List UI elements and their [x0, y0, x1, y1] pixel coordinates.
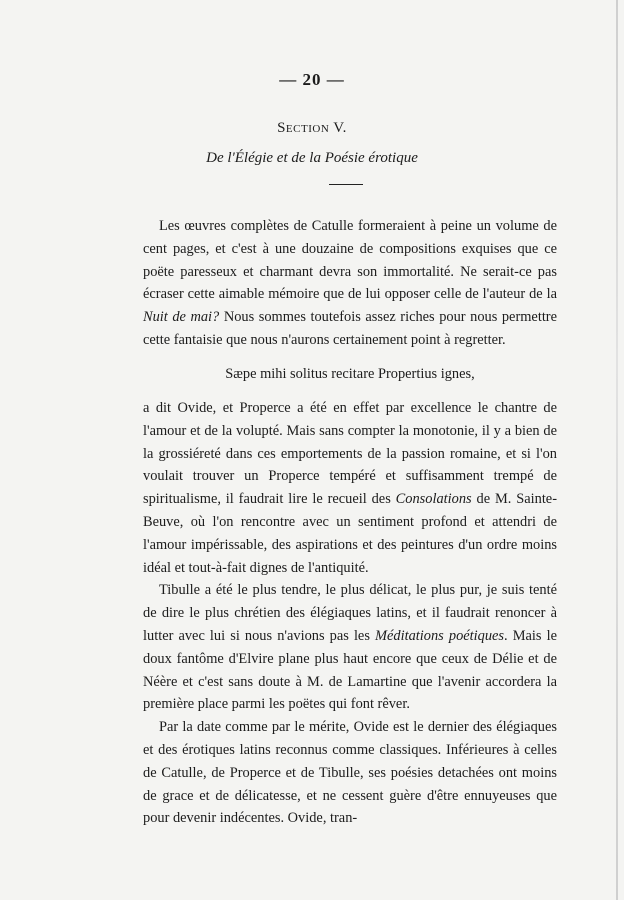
- paragraph-4: Par la date comme par le mérite, Ovide est le dernier des élégiaques et des érotiques latins reconnus comme classiques. Inférieures à celles de Catulle, de Properce et de Tibulle, ses poésies detachées ont moins de grace et de délicatesse, et ne cessent guère d'être ennuyeuses que pour devenir indécentes. Ovide, tran-: [143, 719, 557, 827]
- paragraph-2: [143, 397, 557, 579]
- paragraph-1-text: Les œuvres complètes de Catulle formeraient à peine un volume de cent pages, et c'est à une douzaine de compositions exquises que ce poëte paresseux et charmant devra son immortalité. Ne serait-ce pas écraser cette aimable mémoire que de lui opposer celle de l'auteur de la: [143, 218, 557, 303]
- paragraph-3: [143, 579, 557, 716]
- page-number: — 20 —: [279, 70, 345, 89]
- paragraph-1-italic: Nuit de mai?: [143, 309, 220, 326]
- paragraph-2-text-before: a dit Ovide, et Properce a été en effet par excellence le chantre de l'amour et de la volupté. Mais sans compter la monotonie, il y a bien de la grossiéreté dans ces emportements de la passion romaine, et si l'on voulait trouver un Properce tempéré et suffisamment trempé de spiritualisme, il faudrait lire le recueil des: [143, 400, 557, 508]
- section-subtitle: De l'Élégie et de la Poésie érotique: [206, 150, 418, 166]
- paragraph-2-text-after: de M. Sainte-Beuve, où l'on rencontre avec un sentiment profond et attendri de l'amour impérissable, des aspirations et des peintures d'un ordre moins idéal et tout-à-fait dignes de l'antiquité.: [143, 491, 557, 576]
- body-text: [143, 397, 557, 830]
- paragraph-2-italic: Consolations: [395, 491, 472, 508]
- section-title: Section V.: [277, 120, 347, 136]
- latin-quote: Sæpe mihi solitus recitare Propertius ignes,: [225, 366, 475, 382]
- title-rule: [329, 184, 363, 185]
- paragraph-1-text-after: Nous sommes toutefois assez riches pour nous permettre cette fantaisie que nous n'aurons certainement point à regretter.: [143, 309, 557, 348]
- paragraph-3-text-before: Tibulle a été le plus tendre, le plus délicat, le plus pur, je suis tenté de dire le plus chrétien des élégiaques latins, et il faudrait renoncer à lutter avec lui si nous n'avions pas les: [143, 582, 557, 644]
- paragraph-3-text-after: . Mais le doux fantôme d'Elvire plane plus haut encore que ceux de Délie et de Néère et c'est sans doute à M. de Lamartine que l'avenir accordera la première place parmi les poëtes qui font rêver.: [143, 627, 558, 713]
- paragraph-3-italic: Méditations poétiques: [375, 627, 505, 644]
- paragraph-1: [143, 215, 557, 352]
- paragraph-catulle: [143, 215, 557, 352]
